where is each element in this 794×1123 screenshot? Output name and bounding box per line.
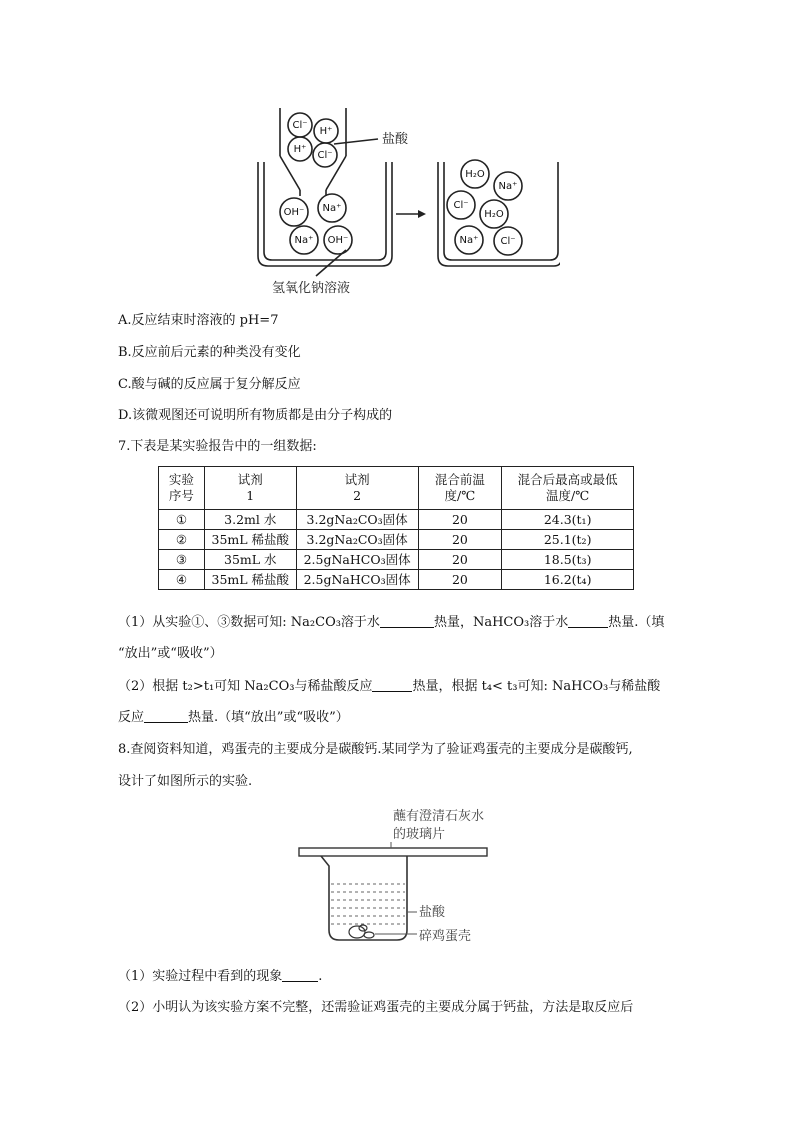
table-row [159,530,634,550]
table-cell: 3.2gNa₂CO₃固体 [296,530,418,550]
answer-blank[interactable] [372,679,412,692]
label-sodium-hydroxide: 氢氧化钠溶液 [272,281,351,296]
ion-cl-3: Cl⁻ [453,200,469,211]
molecule-h2o-2: H₂O [484,209,504,220]
ion-h-2: H⁺ [293,144,307,155]
q7-stem: 7.下表是某实验报告中的一组数据: [118,439,317,454]
header-cell: 混合后最高或最低 温度/℃ [502,467,634,510]
answer-blank[interactable] [282,969,318,982]
option-b: B.反应前后元素的种类没有变化 [118,345,301,360]
eggshell-experiment-diagram [295,802,515,952]
table-cell: 20 [418,550,502,570]
ion-cl-4: Cl⁻ [500,236,516,247]
label-glass-plate-line2: 的玻璃片 [393,827,446,842]
header-cell: 试剂 1 [204,467,296,510]
label-hydrochloric-acid: 盐酸 [419,905,446,920]
ion-h-1: H⁺ [319,126,333,137]
label-glass-plate-line1: 蘸有澄清石灰水 [393,809,485,824]
table-cell: 24.3(t₁) [502,510,634,530]
ion-na-3: Na⁺ [498,181,518,192]
table-row [159,550,634,570]
label-eggshell: 碎鸡蛋壳 [419,929,472,944]
answer-blank[interactable] [380,615,434,628]
option-d: D.该微观图还可说明所有物质都是由分子构成的 [118,408,393,423]
ion-oh-2: OH⁻ [327,235,349,246]
header-cell: 试剂 2 [296,467,418,510]
neutralization-diagram [250,100,560,305]
table-cell: 18.5(t₃) [502,550,634,570]
experiment-data-table [158,466,634,590]
table-cell: ① [159,510,205,530]
ion-cl-2: Cl⁻ [317,150,333,161]
table-row [159,510,634,530]
q8-stem-line-2: 设计了如图所示的实验. [118,774,253,789]
table-cell: ④ [159,570,205,590]
q8-subquestion-1: （1）实验过程中看到的现象 . [118,969,323,984]
header-cell: 实验 序号 [159,467,205,510]
q7-subquestion-2: （2）根据 t₂>t₁可知 Na₂CO₃与稀盐酸反应 热量，根据 t₄< t₃可知: NaHCO₃与稀盐酸 [118,679,661,694]
table-cell: 35mL 稀盐酸 [204,530,296,550]
table-cell: 3.2ml 水 [204,510,296,530]
table-cell: 16.2(t₄) [502,570,634,590]
answer-blank[interactable] [568,615,608,628]
table-cell: 35mL 水 [204,550,296,570]
q8-stem-line-1: 8.查阅资料知道，鸡蛋壳的主要成分是碳酸钙.某同学为了验证鸡蛋壳的主要成分是碳酸钙, [118,742,633,757]
ion-oh-1: OH⁻ [283,207,305,218]
ion-na-2: Na⁺ [294,235,314,246]
table-cell: ③ [159,550,205,570]
table-cell: 20 [418,570,502,590]
table-cell: 35mL 稀盐酸 [204,570,296,590]
table-cell: 25.1(t₂) [502,530,634,550]
table-header-row [159,467,634,510]
ion-na-1: Na⁺ [322,203,342,214]
table-cell: 20 [418,510,502,530]
table-cell: 2.5gNaHCO₃固体 [296,550,418,570]
answer-blank[interactable] [144,710,188,723]
table-cell: 3.2gNa₂CO₃固体 [296,510,418,530]
ion-na-4: Na⁺ [459,235,479,246]
table-cell: 2.5gNaHCO₃固体 [296,570,418,590]
ion-cl-1: Cl⁻ [292,120,308,131]
option-a: A.反应结束时溶液的 pH=7 [118,313,279,328]
option-c: C.酸与碱的反应属于复分解反应 [118,377,301,392]
q8-subquestion-2: （2）小明认为该实验方案不完整，还需验证鸡蛋壳的主要成分属于钙盐，方法是取反应后 [118,1000,634,1015]
header-cell: 混合前温 度/℃ [418,467,502,510]
molecule-h2o-1: H₂O [465,169,485,180]
table-cell: 20 [418,530,502,550]
q7-subquestion-1: （1）从实验①、③数据可知: Na₂CO₃溶于水 热量，NaHCO₃溶于水 热量.（填 [118,615,665,630]
q7-subquestion-2-cont: 反应 热量.（填“放出”或“吸收”） [118,710,349,725]
label-hydrochloric-acid: 盐酸 [382,132,409,147]
q7-subquestion-1-cont: “放出”或“吸收”） [118,646,223,661]
table-row [159,570,634,590]
table-cell: ② [159,530,205,550]
